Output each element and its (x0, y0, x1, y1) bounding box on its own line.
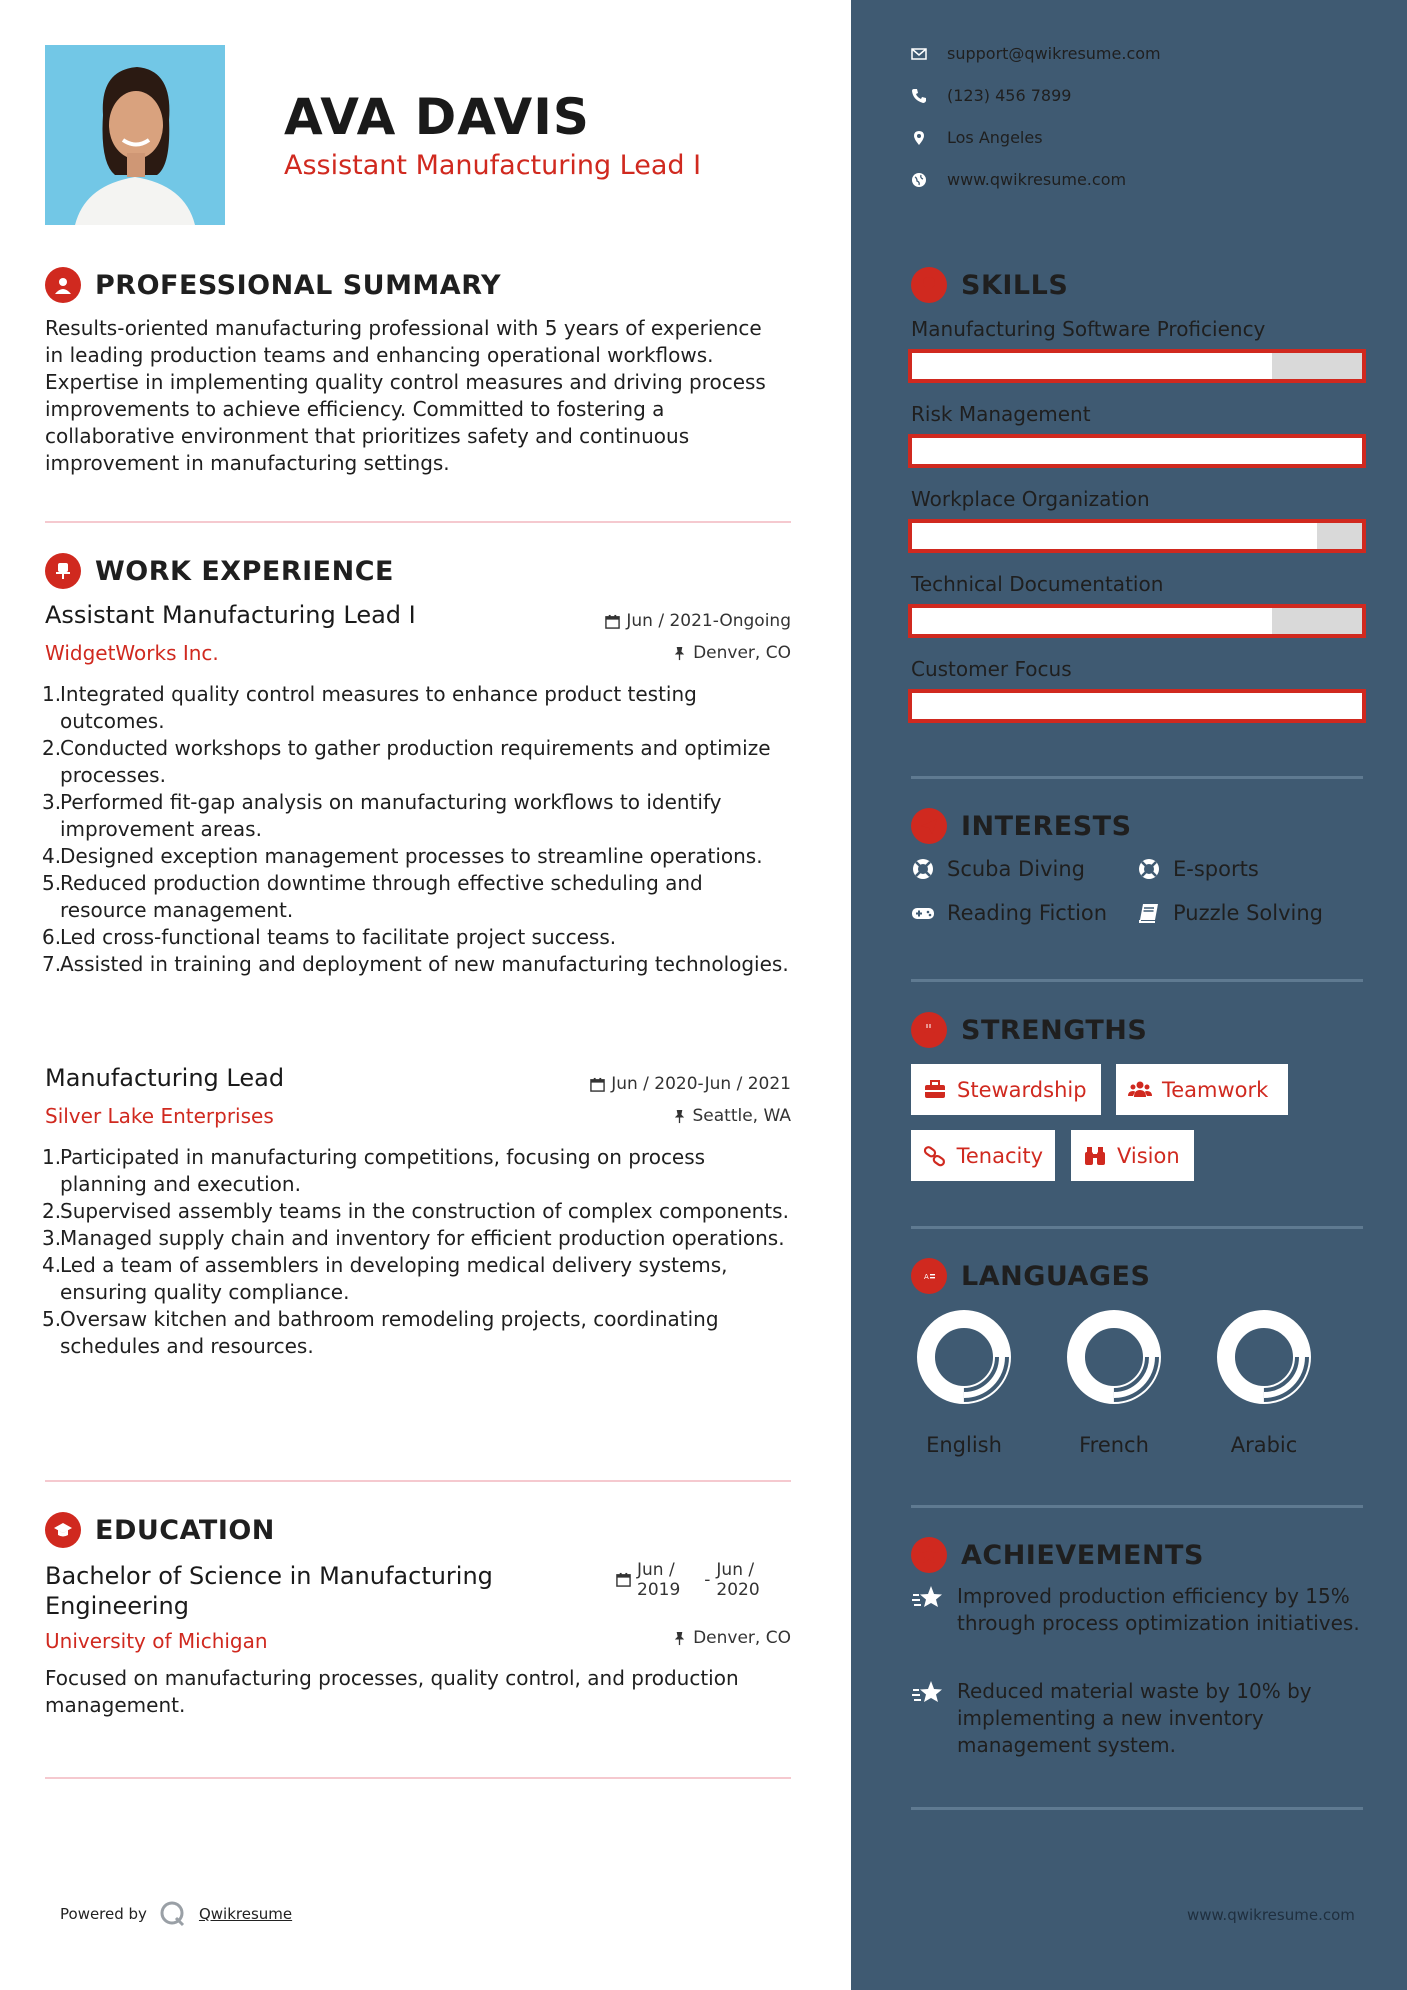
skill-bar (908, 604, 1366, 638)
list-item: 2. Supervised assembly teams in the construction of complex components. (42, 1199, 789, 1223)
skill-label: Customer Focus (911, 657, 1072, 681)
calendar-icon (616, 1572, 631, 1587)
education-description: Focused on manufacturing processes, quality control, and production management. (45, 1666, 739, 1717)
strength-tag (1116, 1064, 1288, 1115)
job-location-text: Denver, CO (693, 643, 791, 663)
experience-title: WORK EXPERIENCE (95, 555, 394, 587)
divider (911, 1807, 1363, 1810)
strength-label: Stewardship (957, 1077, 1087, 1102)
star-icon (911, 1676, 945, 1710)
star-icon (911, 1581, 945, 1615)
svg-text:A: A (924, 1273, 929, 1281)
achievement-text: Improved production efficiency by 15% through process optimization initiatives. (957, 1584, 1360, 1635)
skill-label: Manufacturing Software Proficiency (911, 317, 1266, 341)
language-item (1204, 1307, 1324, 1457)
degree-line: Engineering (45, 1592, 189, 1620)
qwikresume-link[interactable]: Qwikresume (198, 1905, 293, 1923)
language-item (904, 1307, 1024, 1457)
interests-heading (911, 808, 1132, 844)
interest-item (1137, 901, 1323, 925)
divider (45, 1777, 791, 1779)
briefcase-icon (923, 1078, 947, 1102)
skill-bar-fill (912, 608, 1272, 634)
list-item: 1. Participated in manufacturing competitions, focusing on process planning and execution. (42, 1145, 706, 1196)
strength-label: Teamwork (1162, 1077, 1269, 1102)
education-dates (616, 1560, 760, 1600)
qwikresume-logo-icon (159, 1900, 187, 1928)
proficiency-ring (914, 1307, 1014, 1407)
date-separator: - (704, 1570, 711, 1590)
proficiency-ring (1214, 1307, 1314, 1407)
fist-icon (911, 1012, 947, 1048)
gamepad-icon (911, 901, 935, 925)
job-title: Assistant Manufacturing Lead I (45, 601, 416, 629)
strength-tag (911, 1064, 1101, 1115)
skill-bar-fill (912, 523, 1317, 549)
skill-bar-fill (912, 693, 1362, 719)
skill-bar-fill (912, 353, 1272, 379)
skills-heading (911, 267, 1068, 303)
interest-label: Puzzle Solving (1173, 901, 1323, 925)
languages-title: LANGUAGES (961, 1260, 1151, 1292)
company-name: Silver Lake Enterprises (45, 1104, 274, 1128)
book-icon (1137, 901, 1161, 925)
experience-heading (45, 553, 394, 589)
email-text[interactable]: support@qwikresume.com (947, 44, 1161, 63)
achievements-title: ACHIEVEMENTS (961, 1539, 1204, 1571)
language-icon (911, 1258, 947, 1294)
languages-heading (911, 1258, 1150, 1294)
job-dates-text: Jun / 2020-Jun / 2021 (611, 1074, 791, 1094)
divider (911, 1505, 1363, 1508)
divider (911, 776, 1363, 779)
achievement-text: Reduced material waste by 10% by implementing a new inventory management system. (957, 1679, 1312, 1757)
summary-heading (45, 267, 501, 303)
pin-icon (672, 1109, 687, 1124)
envelope-icon (911, 46, 927, 62)
skill-bar (908, 434, 1366, 468)
summary-text: Results-oriented manufacturing professional with 5 years of experience in leading production teams and enhancing operational workflows. Expertise in implementing quality control measures and driving process improvements to achieve efficiency. Committed to fostering a collaborative environment that prioritizes safety and continuous improvement in manufacturing settings. (45, 316, 766, 475)
language-label: English (926, 1433, 1002, 1457)
skill-bar (908, 689, 1366, 723)
skill-bar-fill (912, 438, 1362, 464)
proficiency-ring (1064, 1307, 1164, 1407)
profile-photo-illustration (45, 45, 225, 225)
list-item: 3. Managed supply chain and inventory for efficient production operations. (42, 1226, 785, 1250)
list-item: 2. Conducted workshops to gather production requirements and optimize processes. (42, 736, 771, 787)
start-date: Jun / 2019 (637, 1560, 681, 1600)
lifebuoy-icon (911, 857, 935, 881)
education-title: EDUCATION (95, 1514, 275, 1546)
chair-icon (45, 553, 81, 589)
list-item: 1. Integrated quality control measures to enhance product testing outcomes. (42, 682, 697, 733)
list-item: 6. Led cross-functional teams to facilitate project success. (42, 925, 617, 949)
achievements-heading (911, 1537, 1204, 1573)
powered-by (60, 1900, 292, 1928)
job-title: Manufacturing Lead (45, 1064, 285, 1092)
link-icon (923, 1144, 947, 1168)
candidate-title: Assistant Manufacturing Lead I (284, 150, 702, 181)
interest-item (911, 901, 1107, 925)
pin-icon (672, 1631, 687, 1646)
strength-label: Tenacity (956, 1143, 1043, 1168)
graduation-icon (45, 1512, 81, 1548)
calendar-icon (590, 1077, 605, 1092)
contact-location (911, 128, 1043, 147)
degree (45, 1561, 493, 1621)
paper-plane-icon (911, 808, 947, 844)
user-icon (45, 267, 81, 303)
location-text: Los Angeles (947, 128, 1043, 147)
skill-label: Technical Documentation (911, 572, 1164, 596)
skill-label: Risk Management (911, 402, 1091, 426)
list-item: 7. Assisted in training and deployment of new manufacturing technologies. (42, 952, 789, 976)
candidate-name: AVA DAVIS (284, 88, 590, 146)
job-bullets (42, 1144, 792, 1360)
map-marker-icon (911, 130, 927, 146)
skill-bar (908, 349, 1366, 383)
calendar-icon (605, 614, 620, 629)
list-item: 3. Performed fit-gap analysis on manufacturing workflows to identify improvement areas. (42, 790, 722, 841)
contact-website (911, 170, 1126, 189)
list-item: 5. Oversaw kitchen and bathroom remodeling projects, coordinating schedules and resources. (42, 1307, 719, 1358)
users-icon (1128, 1078, 1152, 1102)
degree-line: Bachelor of Science in Manufacturing (45, 1562, 493, 1590)
strength-tag (1071, 1130, 1194, 1181)
job-dates (590, 1074, 791, 1094)
divider (45, 521, 791, 523)
list-item: 5. Reduced production downtime through effective scheduling and resource management. (42, 871, 703, 922)
job-dates (605, 611, 791, 631)
job-location (672, 1106, 792, 1126)
skill-label: Workplace Organization (911, 487, 1150, 511)
job-location-text: Seattle, WA (692, 1106, 791, 1126)
language-label: Arabic (1230, 1433, 1298, 1457)
strength-label: Vision (1117, 1143, 1180, 1168)
lifebuoy-icon (1137, 857, 1161, 881)
language-label: French (1079, 1433, 1149, 1457)
school-name: University of Michigan (45, 1629, 268, 1653)
job-bullets (42, 681, 792, 978)
skills-title: SKILLS (961, 269, 1069, 301)
interest-item (911, 857, 1085, 881)
contact-phone (911, 86, 1071, 105)
end-date: Jun / 2020 (716, 1560, 760, 1600)
contact-email (911, 44, 1161, 63)
divider (911, 979, 1363, 982)
interest-label: E-sports (1173, 857, 1259, 881)
website-text[interactable]: www.qwikresume.com (947, 170, 1127, 189)
binoculars-icon (1083, 1144, 1107, 1168)
strength-tag (911, 1130, 1055, 1181)
achievement-item (911, 1583, 1371, 1637)
education-heading (45, 1512, 275, 1548)
job-location (672, 643, 791, 663)
summary-title: PROFESSIONAL SUMMARY (95, 269, 502, 301)
star-burst-icon (911, 1537, 947, 1573)
education-location-text: Denver, CO (693, 1628, 791, 1648)
divider (45, 1480, 791, 1482)
list-item: 4. Designed exception management processes to streamline operations. (42, 844, 763, 868)
achievement-item (911, 1678, 1371, 1759)
powered-by-label: Powered by (60, 1905, 147, 1923)
pin-icon (672, 646, 687, 661)
list-item: 4. Led a team of assemblers in developing medical delivery systems, ensuring quality compliance. (42, 1253, 728, 1304)
interest-label: Reading Fiction (947, 901, 1108, 925)
globe-icon (911, 172, 927, 188)
divider (911, 1226, 1363, 1229)
language-item (1054, 1307, 1174, 1457)
job-dates-text: Jun / 2021-Ongoing (626, 611, 791, 631)
strengths-title: STRENGTHS (961, 1014, 1148, 1046)
interest-item (1137, 857, 1259, 881)
lightbulb-icon (911, 267, 947, 303)
profile-photo (45, 45, 225, 225)
footer-url[interactable]: www.qwikresume.com (1187, 1906, 1355, 1924)
strengths-heading (911, 1012, 1147, 1048)
skill-bar (908, 519, 1366, 553)
interests-title: INTERESTS (961, 810, 1132, 842)
phone-icon (911, 88, 927, 104)
education-location (672, 1628, 791, 1648)
interest-label: Scuba Diving (947, 857, 1085, 881)
phone-text: (123) 456 7899 (947, 86, 1072, 105)
company-name: WidgetWorks Inc. (45, 641, 219, 665)
